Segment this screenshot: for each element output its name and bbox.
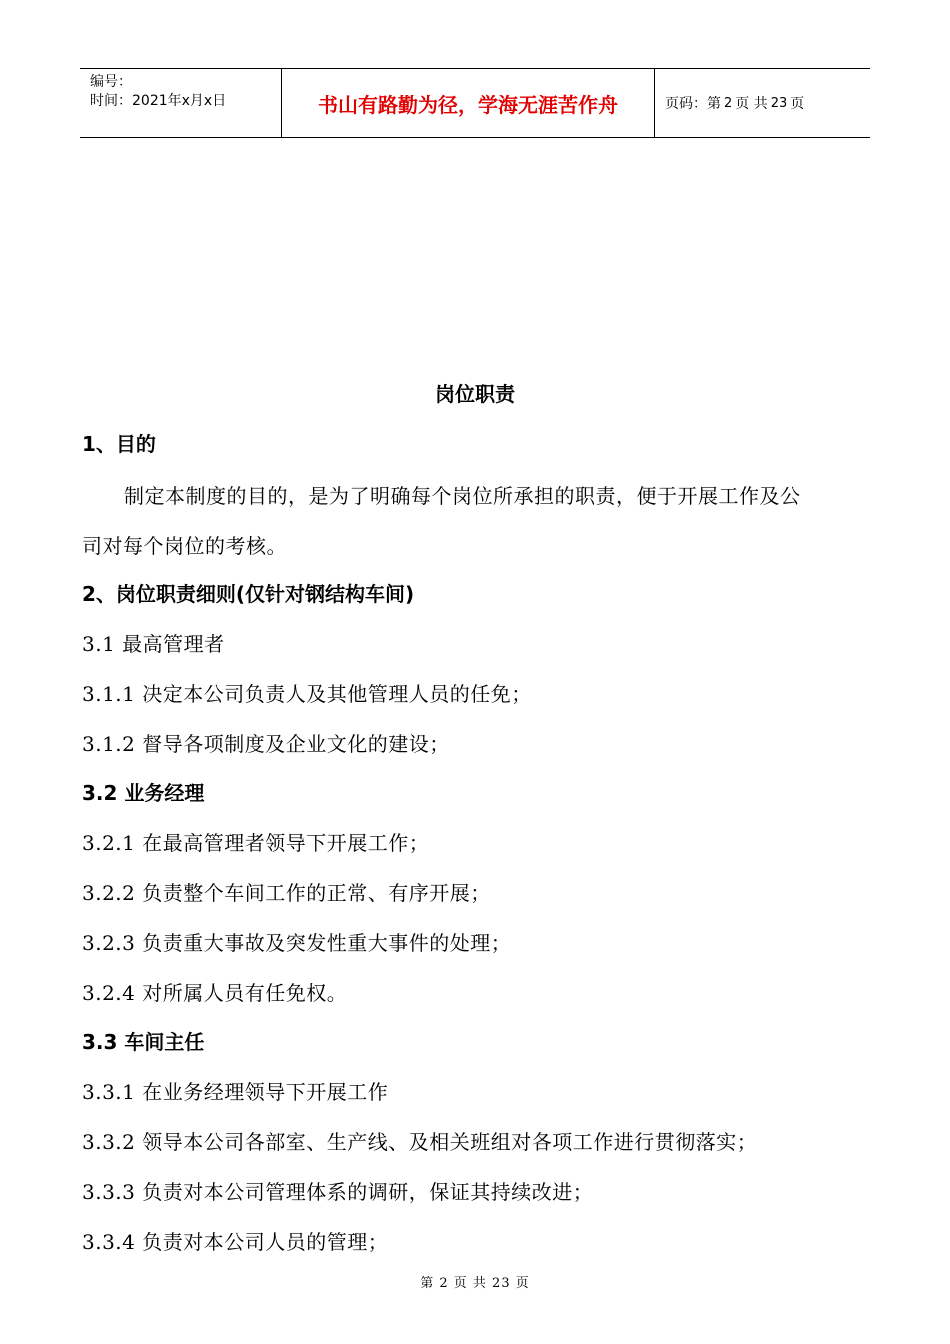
code-label: 编号： — [90, 74, 132, 90]
page-footer: 第 2 页 共 23 页 — [420, 1276, 530, 1291]
header-meta — [80, 69, 281, 137]
s333-item: 3.3.3 负责对本公司管理体系的调研，保证其持续改进； — [82, 1180, 594, 1204]
section1-paragraph-line1: 制定本制度的目的，是为了明确每个岗位所承担的职责，便于开展工作及公 — [124, 484, 801, 508]
section1-paragraph-line2: 司对每个岗位的考核。 — [82, 534, 287, 558]
s334-item: 3.3.4 负责对本公司人员的管理； — [82, 1230, 389, 1254]
page-suffix: 页 — [790, 96, 805, 112]
page-total: 23 — [770, 95, 788, 111]
page-middle: 页 共 — [735, 96, 768, 112]
s331-item: 3.3.1 在业务经理领导下开展工作 — [82, 1080, 389, 1104]
header-page-info — [655, 69, 870, 137]
s32-heading: 3.2 业务经理 — [82, 781, 205, 805]
s324-item: 3.2.4 对所属人员有任免权。 — [82, 981, 348, 1005]
s332-item: 3.3.2 领导本公司各部室、生产线、及相关班组对各项工作进行贯彻落实； — [82, 1130, 758, 1154]
s312-item: 3.1.2 督导各项制度及企业文化的建设； — [82, 732, 450, 756]
page-current: 2 — [724, 95, 733, 111]
section2-heading: 2、岗位职责细则(仅针对钢结构车间) — [82, 582, 415, 606]
s311-item: 3.1.1 决定本公司负责人及其他管理人员的任免； — [82, 682, 532, 706]
s33-heading: 3.3 车间主任 — [82, 1030, 205, 1054]
s31-heading: 3.1 最高管理者 — [82, 632, 225, 656]
header-motto: 书山有路勤为径，学海无涯苦作舟 — [281, 69, 655, 137]
s321-item: 3.2.1 在最高管理者领导下开展工作； — [82, 831, 430, 855]
page-prefix: 页码：第 — [665, 96, 721, 112]
s322-item: 3.2.2 负责整个车间工作的正常、有序开展； — [82, 881, 491, 905]
page-header — [80, 68, 870, 138]
s323-item: 3.2.3 负责重大事故及突发性重大事件的处理； — [82, 931, 512, 955]
document-title: 岗位职责 — [435, 382, 515, 406]
date-label: 时间：2021年x月x日 — [90, 93, 227, 109]
section1-heading: 1、目的 — [82, 432, 156, 456]
